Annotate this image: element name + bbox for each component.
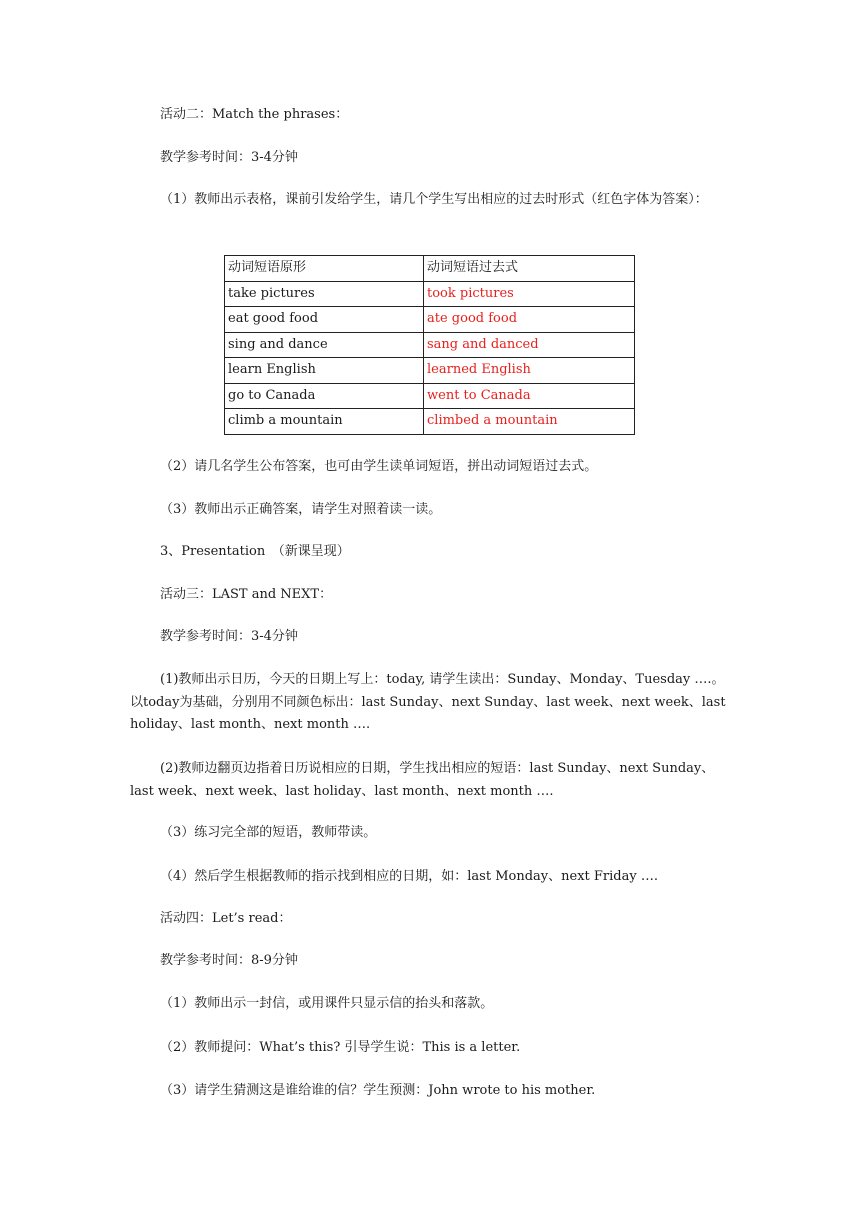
activity2-title: 活动二：Match the phrases： xyxy=(160,107,349,122)
activity2-step1: （1）教师出示表格，课前引发给学生，请几个学生写出相应的过去时形式（红色字体为答案）： xyxy=(160,192,708,207)
activity2-time: 教学参考时间：3-4分钟 xyxy=(160,150,298,165)
activity3-step2: (2)教师边翻页边指着日历说相应的日期，学生找出相应的短语：last Sunday、next Sunday、last week、next week、last holiday、last month、next month …. xyxy=(130,761,715,799)
table-cell-base: sing and dance xyxy=(225,332,424,358)
table-header-base: 动词短语原形 xyxy=(225,256,424,282)
activity4-step2: （2）教师提问：What’s this? 引导学生说：This is a letter. xyxy=(160,1040,521,1055)
presentation-heading: 3、Presentation （新课呈现） xyxy=(160,544,350,559)
table-row xyxy=(225,383,635,409)
activity3-title: 活动三：LAST and NEXT： xyxy=(160,587,333,602)
table-cell-base: learn English xyxy=(225,358,424,384)
activity4-step3: （3）请学生猜测这是谁给谁的信？学生预测：John wrote to his mother. xyxy=(160,1083,596,1098)
table-cell-answer: took pictures xyxy=(424,281,635,307)
table-row xyxy=(225,332,635,358)
verb-phrase-table xyxy=(224,255,635,435)
activity4-title: 活动四：Let’s read： xyxy=(160,911,292,926)
table-row xyxy=(225,409,635,435)
table-cell-answer: went to Canada xyxy=(424,383,635,409)
table-cell-base: take pictures xyxy=(225,281,424,307)
table-cell-answer: sang and danced xyxy=(424,332,635,358)
table-cell-answer: ate good food xyxy=(424,307,635,333)
table-cell-base: eat good food xyxy=(225,307,424,333)
table-cell-answer: climbed a mountain xyxy=(424,409,635,435)
table-header-past: 动词短语过去式 xyxy=(424,256,635,282)
activity3-step4: （4）然后学生根据教师的指示找到相应的日期，如：last Monday、next Friday …. xyxy=(160,869,658,884)
activity3-time: 教学参考时间：3-4分钟 xyxy=(160,629,298,644)
table-row xyxy=(225,307,635,333)
table-row xyxy=(225,358,635,384)
table-row xyxy=(225,281,635,307)
activity2-step2: （2）请几名学生公布答案，也可由学生读单词短语，拼出动词短语过去式。 xyxy=(160,459,598,474)
table-header-row xyxy=(225,256,635,282)
activity2-step3: （3）教师出示正确答案，请学生对照着读一读。 xyxy=(160,502,442,517)
activity4-step1: （1）教师出示一封信，或用课件只显示信的抬头和落款。 xyxy=(160,996,494,1011)
table-cell-base: go to Canada xyxy=(225,383,424,409)
activity3-step3: （3）练习完全部的短语，教师带读。 xyxy=(160,825,377,840)
activity4-time: 教学参考时间：8-9分钟 xyxy=(160,953,298,968)
activity3-step1: (1)教师出示日历，今天的日期上写上：today, 请学生读出：Sunday、Monday、Tuesday ….。以today为基础，分别用不同颜色标出：last Sunday、next Sunday、last week、next week、last holiday、last month、next month …. xyxy=(130,672,726,732)
table-cell-answer: learned English xyxy=(424,358,635,384)
table-cell-base: climb a mountain xyxy=(225,409,424,435)
